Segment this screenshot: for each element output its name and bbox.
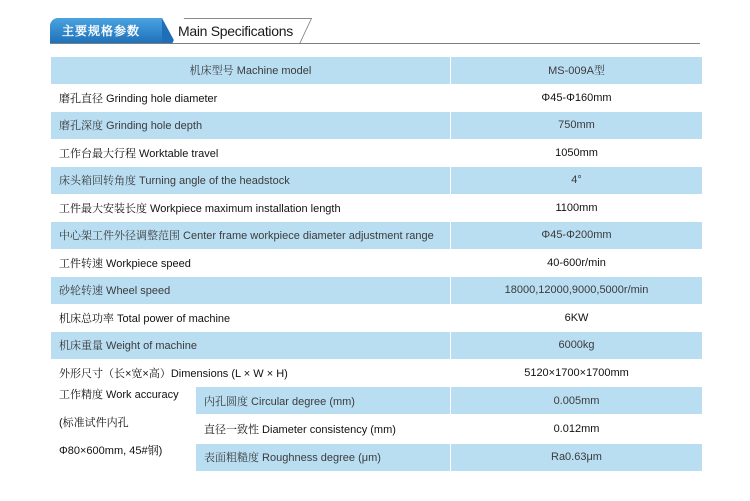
accuracy-item-label: 直径一致性 Diameter consistency (mm) — [196, 415, 451, 443]
spec-row — [51, 332, 703, 360]
header-title-cn: 主要规格参数 — [50, 18, 162, 44]
accuracy-item-label: 表面粗糙度 Roughness degree (μm) — [196, 443, 451, 471]
spec-value: 6KW — [451, 304, 703, 332]
spec-value: 750mm — [451, 112, 703, 140]
spec-value: 6000kg — [451, 332, 703, 360]
accuracy-item-label: 内孔圆度 Circular degree (mm) — [196, 387, 451, 415]
spec-row — [51, 249, 703, 277]
accuracy-item-value: 0.012mm — [451, 415, 703, 443]
spec-row — [51, 112, 703, 140]
accuracy-group-label: 工作精度 Work accuracy — [59, 389, 179, 401]
spec-row — [51, 194, 703, 222]
section-header — [50, 18, 700, 44]
spec-table — [50, 56, 703, 472]
spec-row — [51, 139, 703, 167]
header-title-en: Main Specifications — [178, 23, 293, 39]
spec-row — [51, 304, 703, 332]
spec-label: 机床总功率 Total power of machine — [51, 304, 451, 332]
spec-row — [51, 359, 703, 387]
spec-label: 磨孔直径 Grinding hole diameter — [51, 84, 451, 112]
spec-label: 砂轮转速 Wheel speed — [51, 277, 451, 305]
spec-row — [51, 84, 703, 112]
spec-label: 机床型号 Machine model — [51, 57, 451, 85]
spec-value: MS-009A型 — [451, 57, 703, 85]
spec-value: 1050mm — [451, 139, 703, 167]
accuracy-item-value: 0.005mm — [451, 387, 703, 415]
spec-row — [51, 277, 703, 305]
accuracy-group-cell — [51, 387, 196, 472]
spec-row — [51, 222, 703, 250]
spec-value: Φ45-Φ200mm — [451, 222, 703, 250]
spec-label: 磨孔深度 Grinding hole depth — [51, 112, 451, 140]
spec-value: 40-600r/min — [451, 249, 703, 277]
spec-value: 4° — [451, 167, 703, 195]
spec-label: 外形尺寸（长×宽×高）Dimensions (L × W × H) — [51, 359, 451, 387]
spec-label: 床头箱回转角度 Turning angle of the headstock — [51, 167, 451, 195]
spec-label: 中心架工件外径调整范围 Center frame workpiece diameter adjustment range — [51, 222, 451, 250]
accuracy-group-note: (标准试件内孔 — [59, 417, 129, 429]
accuracy-row — [51, 387, 703, 415]
spec-value: 18000,12000,9000,5000r/min — [451, 277, 703, 305]
accuracy-group-note: Φ80×600mm, 45#钢) — [59, 445, 163, 457]
spec-label: 机床重量 Weight of machine — [51, 332, 451, 360]
spec-label: 工件转速 Workpiece speed — [51, 249, 451, 277]
spec-row-model — [51, 57, 703, 85]
spec-value: 5120×1700×1700mm — [451, 359, 703, 387]
spec-row — [51, 167, 703, 195]
spec-value: 1100mm — [451, 194, 703, 222]
accuracy-item-value: Ra0.63μm — [451, 443, 703, 471]
spec-value: Φ45-Φ160mm — [451, 84, 703, 112]
header-rule — [50, 43, 700, 44]
spec-label: 工件最大安装长度 Workpiece maximum installation length — [51, 194, 451, 222]
spec-label: 工作台最大行程 Worktable travel — [51, 139, 451, 167]
